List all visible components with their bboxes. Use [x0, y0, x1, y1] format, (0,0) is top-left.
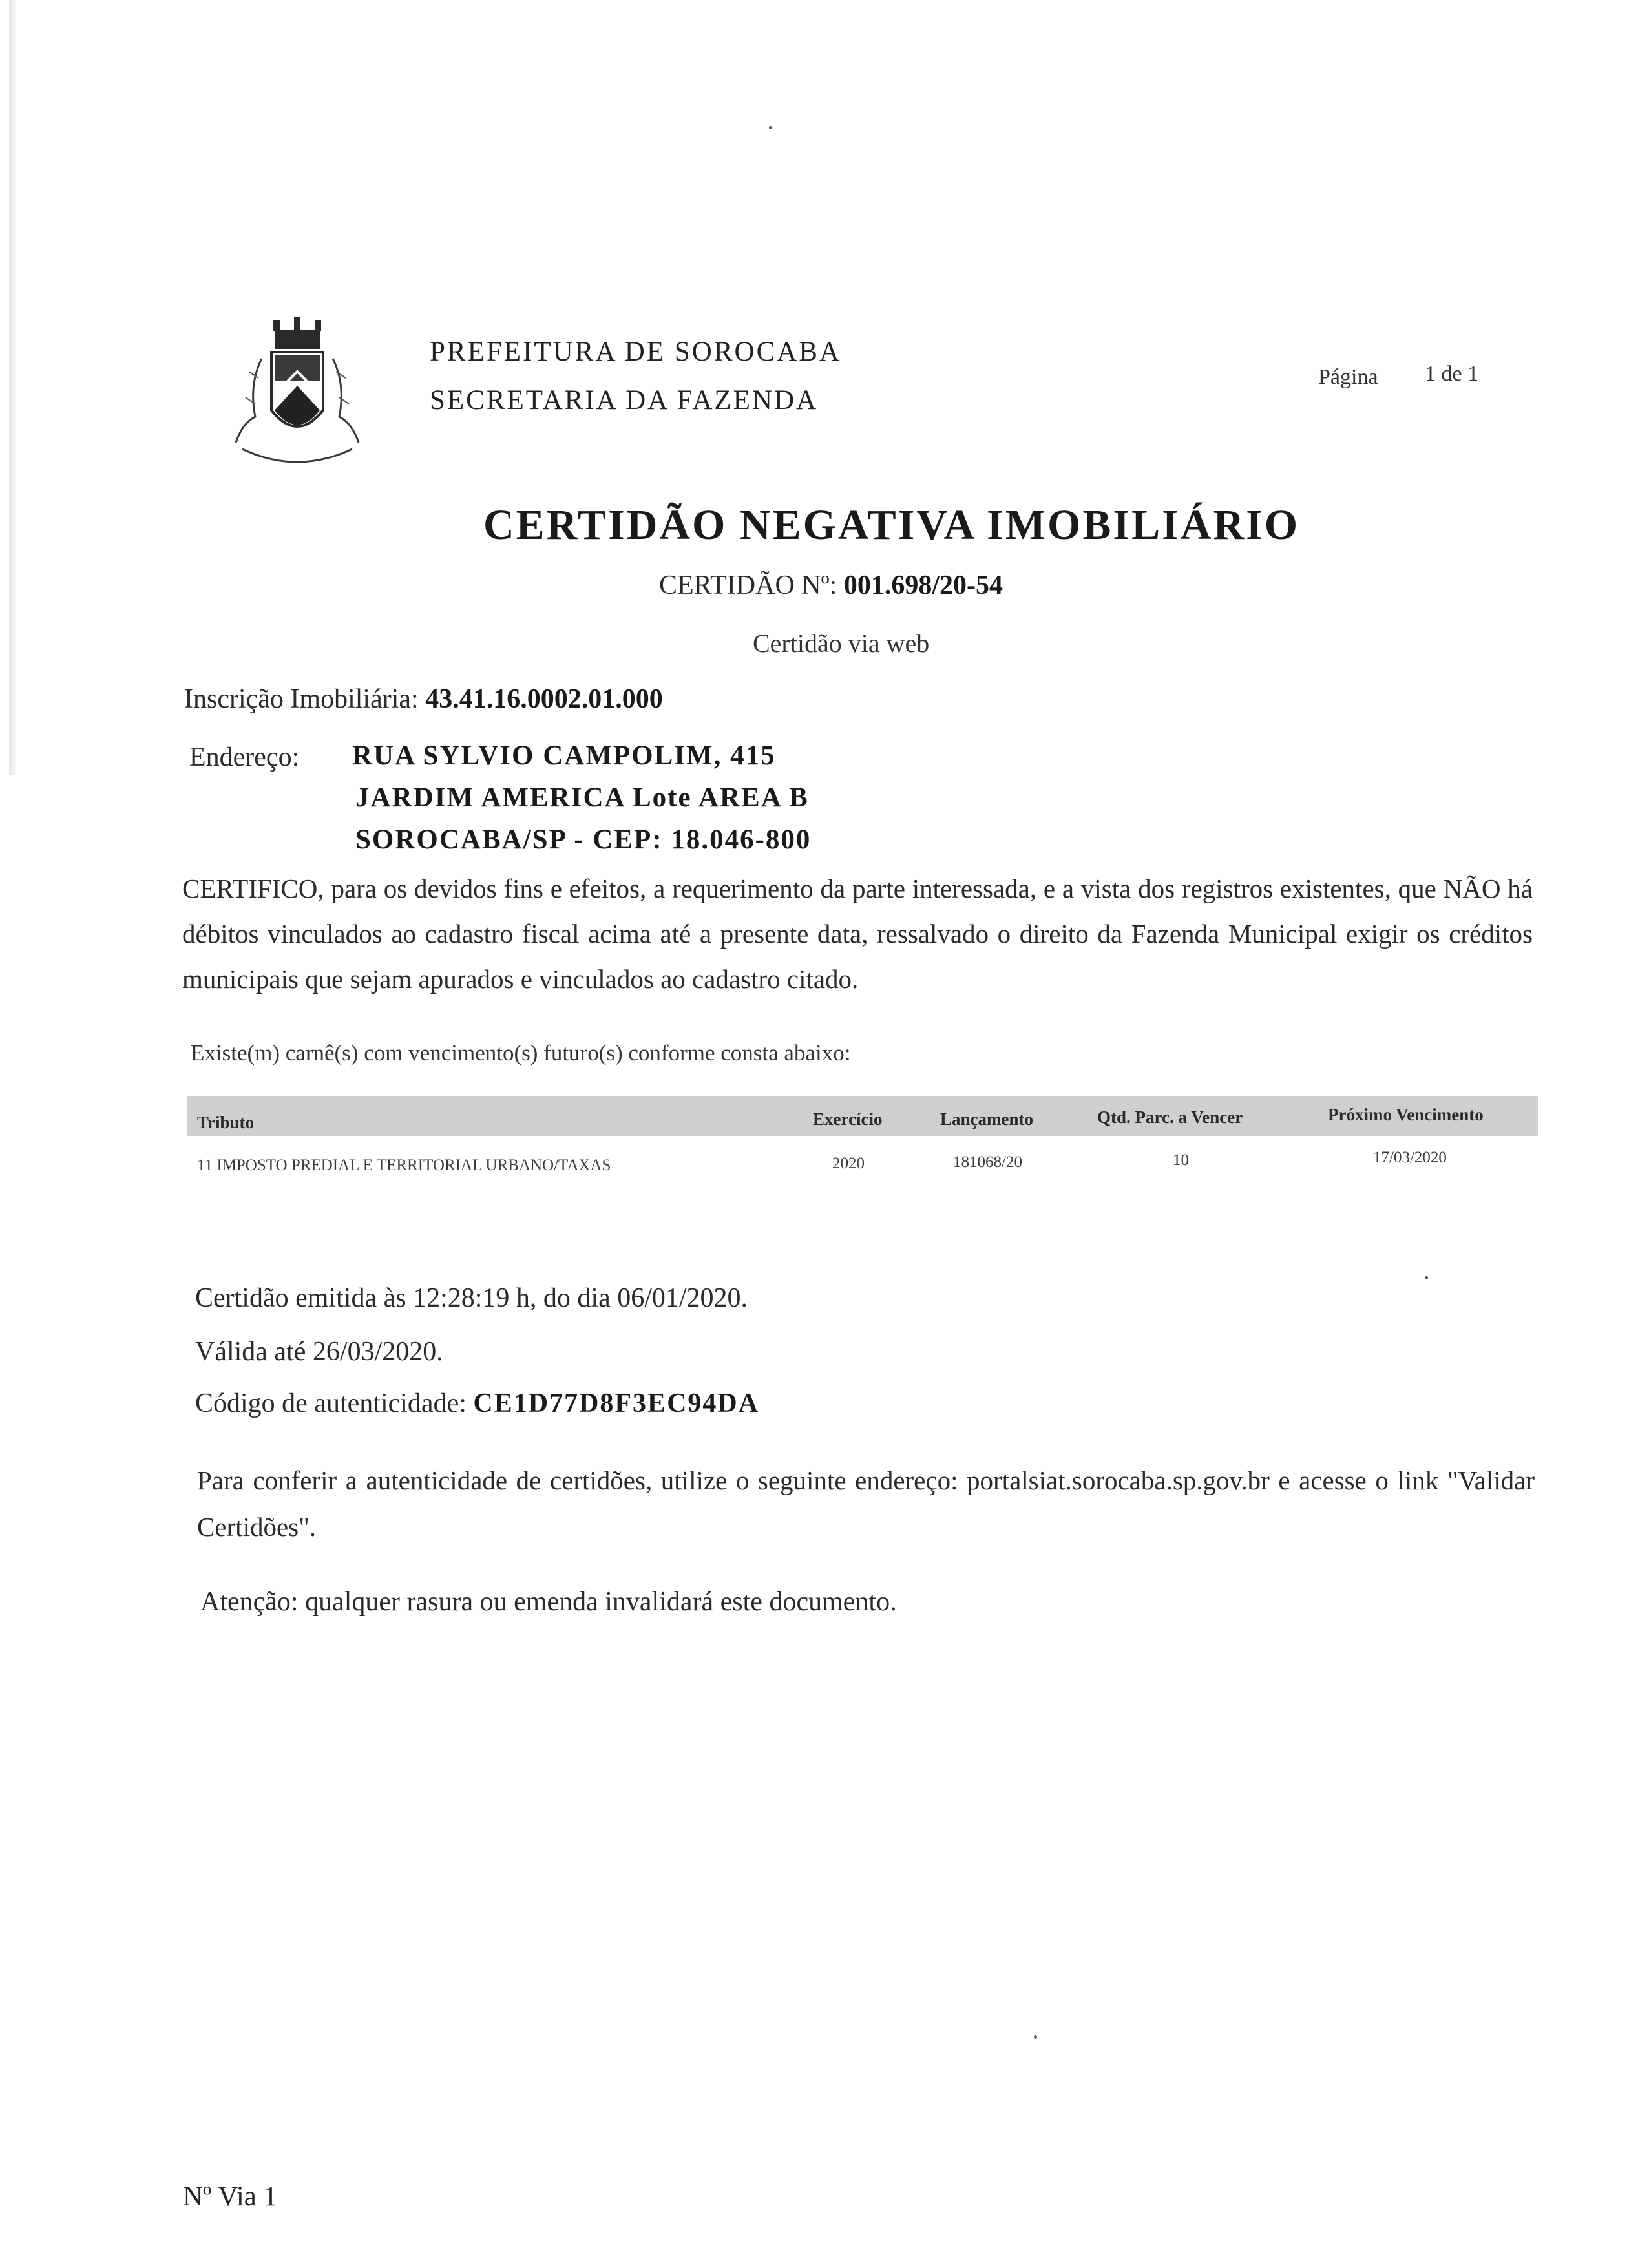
secretaria-heading: SECRETARIA DA FAZENDA [430, 385, 819, 415]
valida-text: Válida até 26/03/2020. [195, 1337, 443, 1367]
col-qtd-header: Qtd. Parc. a Vencer [1097, 1108, 1243, 1127]
atencao-text: Atenção: qualquer rasura ou emenda invalidará este documento. [200, 1587, 897, 1617]
endereco-label: Endereço: [189, 742, 300, 772]
coat-of-arms-icon [223, 313, 372, 475]
inscricao-label: Inscrição Imobiliária: [184, 684, 419, 714]
scan-speck [1034, 2035, 1037, 2039]
inscricao-line [184, 684, 663, 715]
address-line-2: JARDIM AMERICA Lote AREA B [355, 782, 809, 813]
row-proximo-cell: 17/03/2020 [1373, 1149, 1447, 1166]
page-number: 1 de 1 [1425, 362, 1479, 386]
inscricao-value: 43.41.16.0002.01.000 [425, 684, 663, 714]
emitida-text: Certidão emitida às 12:28:19 h, do dia 06/01/2020. [195, 1283, 748, 1313]
col-proximo-header: Próximo Vencimento [1328, 1105, 1484, 1124]
certifico-paragraph: CERTIFICO, para os devidos fins e efeitos, a requerimento da parte interessada, e a vista dos registros existentes, que NÃO há débitos vinculados ao cadastro fiscal acima até a presente data, ressalvado o direito da Fazenda Municipal exigir os créditos municipais que sejam apurados e vinculados ao cadastro citado. [182, 874, 1533, 994]
conferir-paragraph: Para conferir a autenticidade de certidões, utilize o seguinte endereço: portalsiat.sorocaba.sp.gov.br e acesse o link "Validar Certidões". [197, 1465, 1535, 1542]
certificate-number-value: 001.698/20-54 [843, 571, 1003, 600]
row-tributo-cell: 11 IMPOSTO PREDIAL E TERRITORIAL URBANO/TAXAS [197, 1157, 611, 1174]
certificate-number-label: CERTIDÃO Nº: [659, 571, 837, 600]
via-web-label: Certidão via web [753, 629, 930, 658]
scan-edge [9, 0, 16, 775]
via-number: Nº Via 1 [183, 2181, 278, 2212]
codigo-line [195, 1388, 759, 1419]
prefeitura-heading: PREFEITURA DE SOROCABA [430, 337, 842, 367]
codigo-label: Código de autenticidade: [195, 1389, 467, 1418]
scan-speck [769, 126, 772, 129]
scan-speck [1425, 1276, 1428, 1279]
document-title: CERTIDÃO NEGATIVA IMOBILIÁRIO [483, 501, 1300, 549]
codigo-value: CE1D77D8F3EC94DA [473, 1389, 760, 1418]
address-line-3: SOROCABA/SP - CEP: 18.046-800 [355, 824, 812, 855]
row-exercicio-cell: 2020 [832, 1155, 865, 1172]
certificate-number [659, 570, 1003, 601]
row-lancamento-cell: 181068/20 [953, 1153, 1022, 1171]
address-line-1: RUA SYLVIO CAMPOLIM, 415 [352, 740, 776, 771]
col-exercicio-header: Exercício [813, 1109, 883, 1129]
row-qtd-cell: 10 [1173, 1151, 1189, 1169]
page-label: Página [1318, 365, 1378, 389]
col-tributo-header: Tributo [197, 1113, 255, 1132]
existe-carne-text: Existe(m) carnê(s) com vencimento(s) futuro(s) conforme consta abaixo: [191, 1040, 851, 1066]
col-lancamento-header: Lançamento [940, 1109, 1033, 1129]
